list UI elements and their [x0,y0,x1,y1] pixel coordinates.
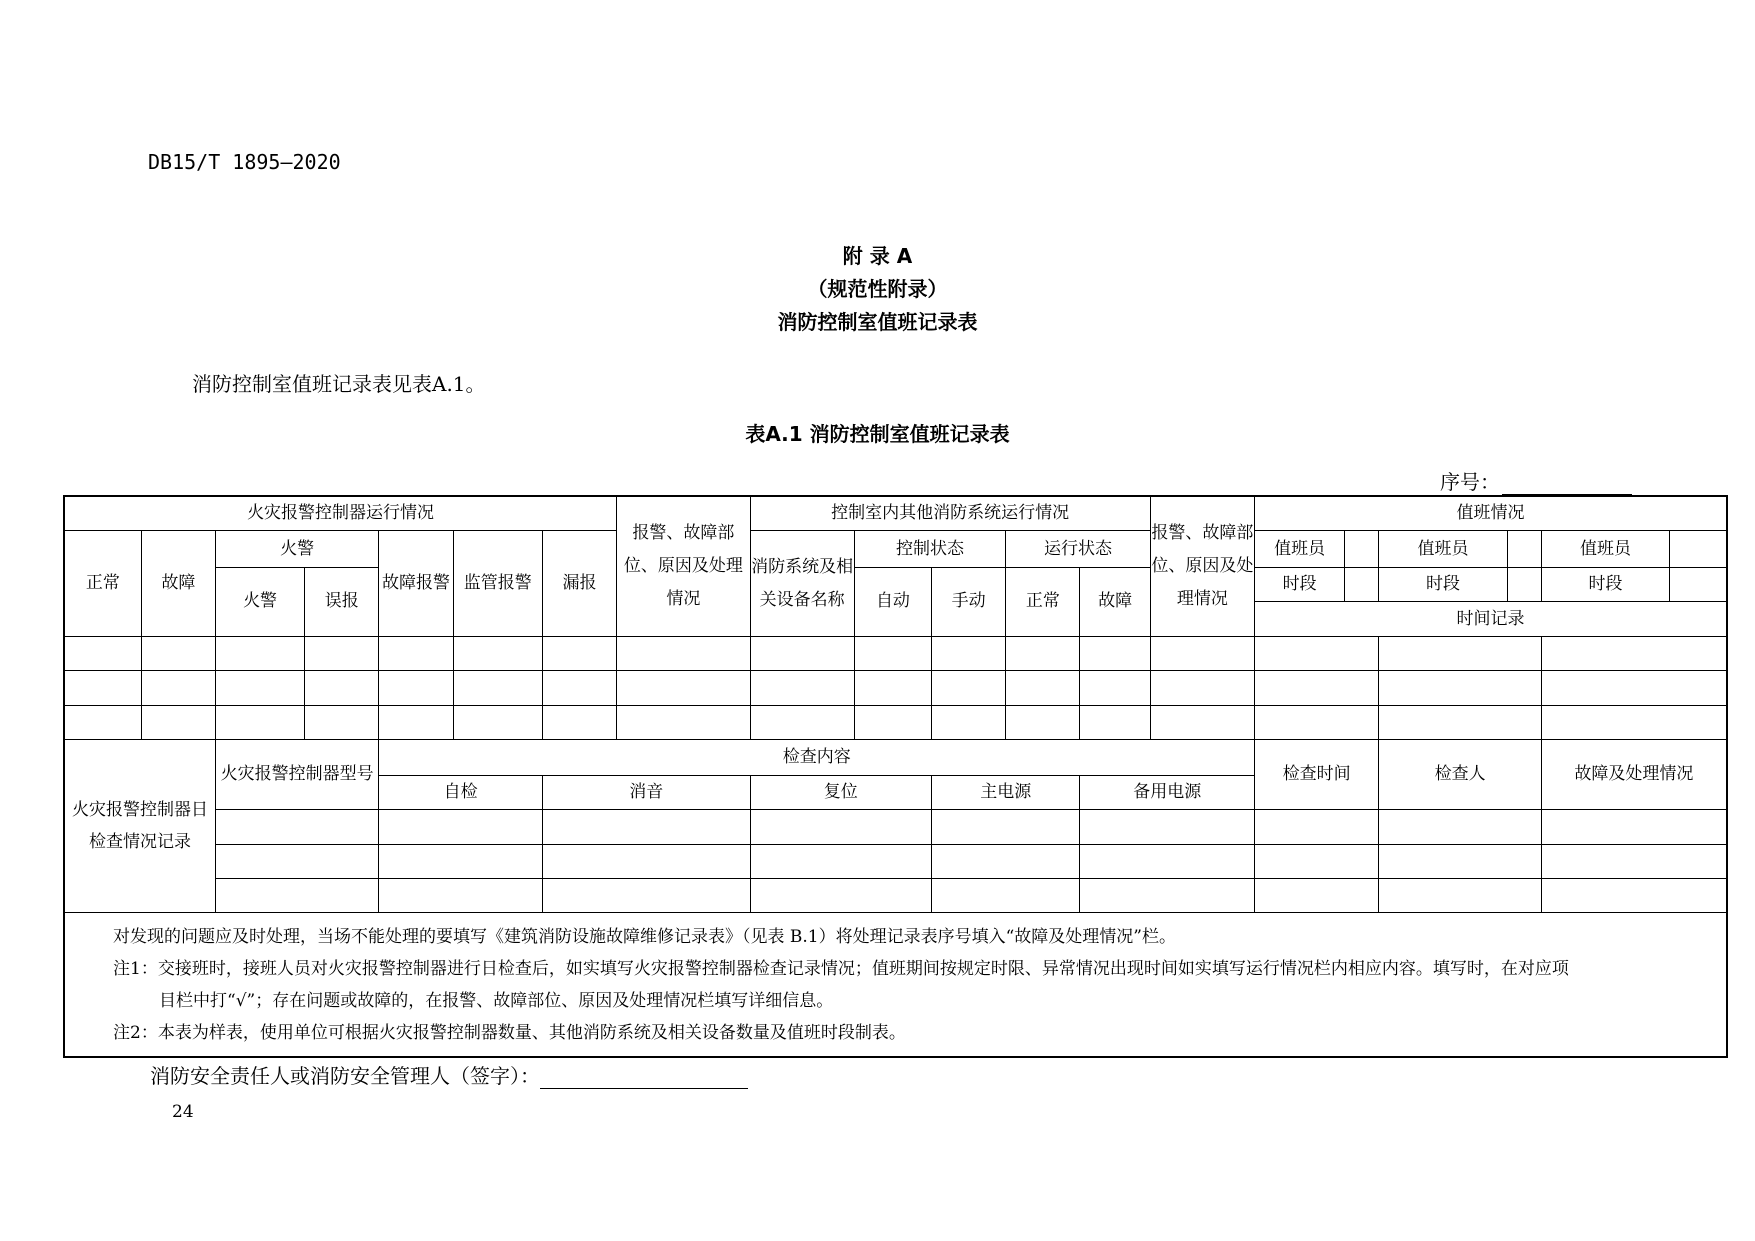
time-record-header: 时间记录 [1255,602,1728,636]
fault-alarm-header: 故障报警 [379,531,453,636]
self-test-header: 自检 [379,775,542,809]
check-time-header: 检查时间 [1255,740,1379,810]
header-row-2 [64,531,1727,567]
manual-header: 手动 [932,567,1006,636]
fault-header: 故障 [141,531,215,636]
fire-alarm-header: 火警 [215,567,304,636]
reset-header: 复位 [750,775,932,809]
table-row [64,844,1727,878]
appendix-subtitle: （规范性附录） [807,277,948,301]
duty-period-value-2[interactable] [1507,567,1541,601]
alarm-fault-handling-header: 报警、故障部位、原因及处理情况 [617,496,750,636]
header-row-1 [64,496,1727,531]
duty-staff-value-1[interactable] [1345,531,1379,567]
signature [150,1060,748,1089]
missed-alarm-header: 漏报 [542,531,616,636]
control-state-header: 控制状态 [854,531,1005,567]
table-row [64,636,1727,670]
duty-period-label-1: 时段 [1255,567,1345,601]
run-state-header: 运行状态 [1006,531,1150,567]
duty-period-label-2: 时段 [1379,567,1507,601]
note-1-text-b: 目栏中打“√”；存在问题或故障的，在报警、故障部位、原因及处理情况栏填写详细信息。 [159,991,834,1012]
duty-staff-label-1: 值班员 [1255,531,1345,567]
fire-alarm-group-header: 火警 [215,531,378,567]
note-2 [113,1017,1716,1049]
note-1 [113,953,1716,985]
table-row [64,810,1727,844]
notes-row [64,913,1727,1057]
table-caption: 表A.1 消防控制室值班记录表 [745,422,1010,446]
page-number: 24 [172,1102,194,1122]
controller-model-header: 火灾报警控制器型号 [215,740,378,810]
other-systems-header: 控制室内其他消防系统运行情况 [750,496,1150,531]
duty-header: 值班情况 [1255,496,1728,531]
signature-line[interactable] [540,1066,748,1089]
header-row-3 [64,567,1727,601]
daily-check-row-title: 火灾报警控制器日检查情况记录 [64,740,215,913]
table-row [64,671,1727,705]
note-2-label: 注2： [113,1023,158,1044]
note-1-text-a: 交接班时，接班人员对火灾报警控制器进行日检查后，如实填写火灾报警控制器检查记录情况；值班期间按规定时限、异常情况出现时间如实填写运行情况栏内相应内容。填写时，在对应项 [157,959,1569,980]
duty-staff-label-3: 值班员 [1541,531,1669,567]
table-row [64,705,1727,739]
notes-intro: 对发现的问题应及时处理，当场不能处理的要填写《建筑消防设施故障维修记录表》（见表 B.1）将处理记录表序号填入“故障及处理情况”栏。 [113,927,1176,948]
serial-label: 序号： [1440,470,1500,494]
fault-handling-header: 故障及处理情况 [1541,740,1727,810]
check-content-header: 检查内容 [379,740,1255,775]
silence-header: 消音 [542,775,750,809]
duty-staff-value-2[interactable] [1507,531,1541,567]
fire-controller-header: 火灾报警控制器运行情况 [64,496,617,531]
table-row [64,879,1727,913]
auto-header: 自动 [854,567,931,636]
duty-period-value-3[interactable] [1670,567,1727,601]
inspector-header: 检查人 [1379,740,1541,810]
note-1-label: 注1： [113,959,158,980]
alarm-fault-handling-header-2: 报警、故障部位、原因及处理情况 [1150,496,1254,636]
daily-check-header-row-1 [64,740,1727,775]
duty-period-value-1[interactable] [1345,567,1379,601]
signature-label: 消防安全责任人或消防安全管理人（签字）： [150,1064,540,1088]
intro-text: 消防控制室值班记录表见表A.1。 [192,372,486,396]
duty-staff-label-2: 值班员 [1379,531,1507,567]
backup-power-header: 备用电源 [1080,775,1255,809]
duty-record-table [63,495,1728,1058]
false-alarm-header: 误报 [305,567,379,636]
duty-staff-value-3[interactable] [1670,531,1727,567]
run-normal-header: 正常 [1006,567,1080,636]
supervisory-alarm-header: 监管报警 [453,531,542,636]
serial-number [1440,466,1632,495]
equipment-name-header: 消防系统及相关设备名称 [750,531,854,636]
normal-header: 正常 [64,531,141,636]
table-notes [64,913,1727,1057]
standard-code: DB15/T 1895—2020 [148,150,341,174]
serial-input-line[interactable] [1502,472,1632,495]
appendix-name: 消防控制室值班记录表 [777,310,978,334]
run-fault-header: 故障 [1080,567,1150,636]
note-2-text: 本表为样表，使用单位可根据火灾报警控制器数量、其他消防系统及相关设备数量及值班时段制表。 [157,1023,906,1044]
duty-period-label-3: 时段 [1541,567,1669,601]
appendix-title: 附 录 A [842,244,913,268]
main-power-header: 主电源 [932,775,1080,809]
